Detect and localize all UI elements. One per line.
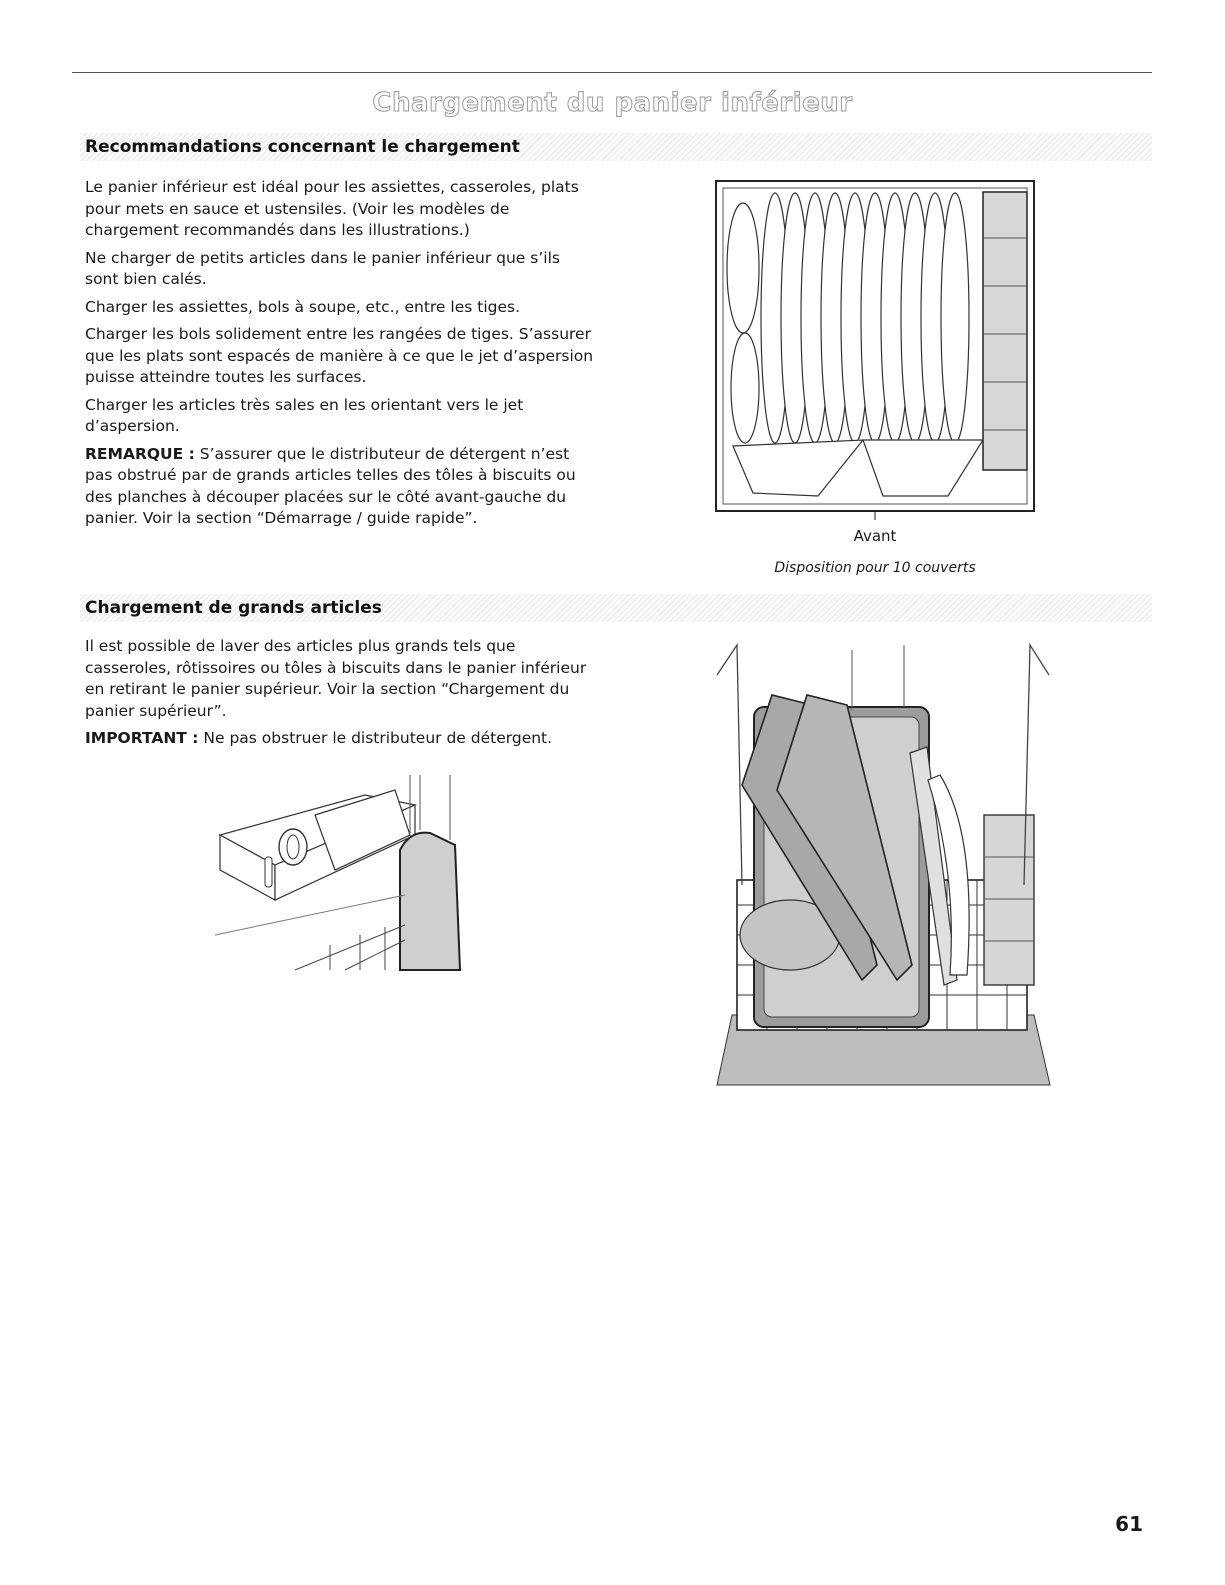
figure-caption: Disposition pour 10 couverts [774, 560, 976, 576]
top-rule [72, 72, 1152, 73]
paragraph: Charger les articles très sales en les orientant vers le jet d’aspersion. [85, 395, 524, 435]
detergent-dispenser-illustration [215, 775, 465, 975]
paragraph: Charger les assiettes, bols à soupe, etc., entre les tiges. [85, 297, 520, 316]
note-paragraph [85, 444, 595, 530]
section1-body [85, 177, 595, 536]
important-text: Ne pas obstruer le distributeur de détergent. [198, 729, 553, 747]
paragraph: Il est possible de laver des articles plus grands tels que casseroles, rôtissoires ou tôles à biscuits dans le panier inférieur en retirant le panier supérieur. Voir la section “Chargement du panier supérieur”. [85, 637, 587, 720]
paragraph: Ne charger de petits articles dans le panier inférieur que s’ils sont bien calés. [85, 248, 560, 288]
important-paragraph [85, 728, 595, 750]
section-heading-large-items: Chargement de grands articles [85, 598, 382, 618]
note-label: REMARQUE : [85, 444, 195, 463]
lower-rack-10-settings-illustration [713, 178, 1037, 520]
page-title: Chargement du panier inférieur [372, 88, 853, 118]
note-text: S’assurer que le distributeur de détergent n’est pas obstrué par de grands articles telles des tôles à biscuits ou des planches à découper placées sur le côté avant-gauche du panier. Voir la section “Démarrage / guide rapide”. [85, 444, 576, 527]
page-number: 61 [1115, 1512, 1143, 1536]
section-heading-bar-large-items [80, 594, 1152, 622]
section-heading-loading-recommendations: Recommandations concernant le chargement [85, 137, 520, 157]
section2-body [85, 636, 595, 756]
figure-label-front: Avant [853, 527, 897, 545]
paragraph: Charger les bols solidement entre les rangées de tiges. S’assurer que les plats sont espacés de manière à ce que le jet d’aspersion puisse atteindre toutes les surfaces. [85, 325, 594, 386]
large-items-rack-illustration [712, 635, 1054, 1090]
important-label: IMPORTANT : [85, 729, 199, 747]
section-heading-bar-loading-recommendations [80, 133, 1152, 161]
paragraph: Le panier inférieur est idéal pour les assiettes, casseroles, plats pour mets en sauce et ustensiles. (Voir les modèles de chargement recommandés dans les illustrations.) [85, 178, 579, 239]
